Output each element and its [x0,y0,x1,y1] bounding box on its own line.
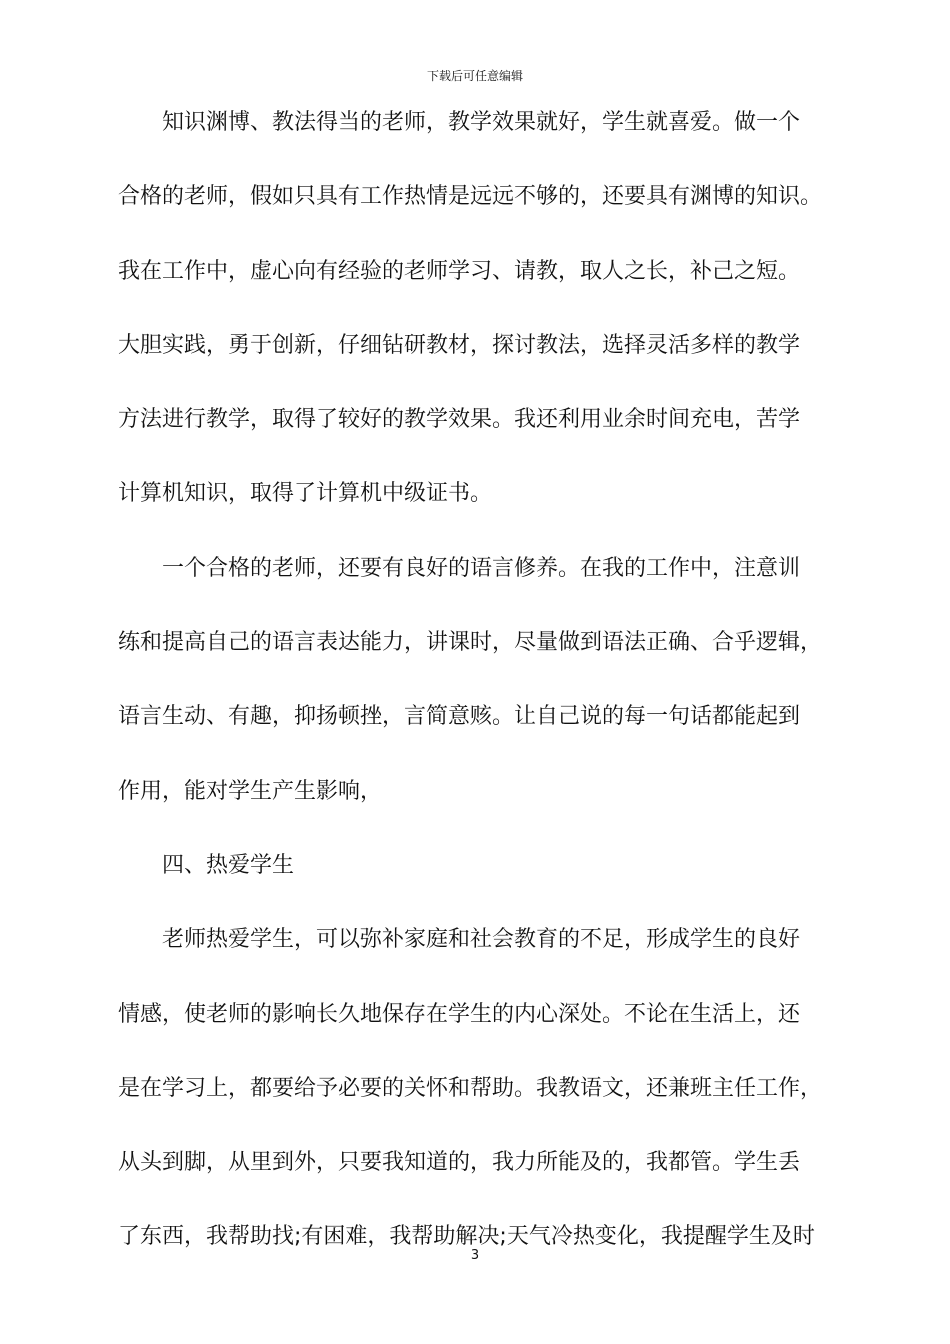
text-line: 我在工作中，虚心向有经验的老师学习、请教，取人之长，补己之短。 [118,258,801,284]
section-heading: 四、热爱学生 [162,852,295,878]
text-line: 合格的老师，假如只具有工作热情是远远不够的，还要具有渊博的知识。 [118,184,823,210]
text-line: 一个合格的老师，还要有良好的语言修养。在我的工作中，注意训 [162,555,801,581]
text-line: 知识渊博、教法得当的老师，教学效果就好，学生就喜爱。做一个 [162,110,801,135]
text-line: 练和提高自己的语言表达能力，讲课时，尽量做到语法正确、合乎逻辑， [118,630,823,656]
text-line: 从头到脚，从里到外，只要我知道的，我力所能及的，我都管。学生丢 [118,1150,801,1176]
page-number: 3 [470,1248,480,1263]
text-line: 大胆实践，勇于创新，仔细钻研教材，探讨教法，选择灵活多样的教学 [118,332,801,358]
document-body [118,98,830,1287]
text-line: 老师热爱学生，可以弥补家庭和社会教育的不足，形成学生的良好 [162,927,801,953]
text-line: 作用，能对学生产生影响， [118,778,383,804]
page-header-note: 下载后可任意编辑 [426,69,523,83]
text-line: 计算机知识，取得了计算机中级证书。 [118,481,493,507]
text-line: 方法进行教学，取得了较好的教学效果。我还利用业余时间充电，苦学 [118,407,801,433]
text-line: 语言生动、有趣，抑扬顿挫，言简意赅。让自己说的每一句话都能起到 [118,704,801,730]
text-line: 是在学习上，都要给予必要的关怀和帮助。我教语文，还兼班主任工作， [118,1075,823,1101]
text-line: 了东西，我帮助找;有困难，我帮助解决;天气冷热变化，我提醒学生及时 [118,1224,815,1250]
text-line: 情感，使老师的影响长久地保存在学生的内心深处。不论在生活上，还 [118,1001,801,1027]
